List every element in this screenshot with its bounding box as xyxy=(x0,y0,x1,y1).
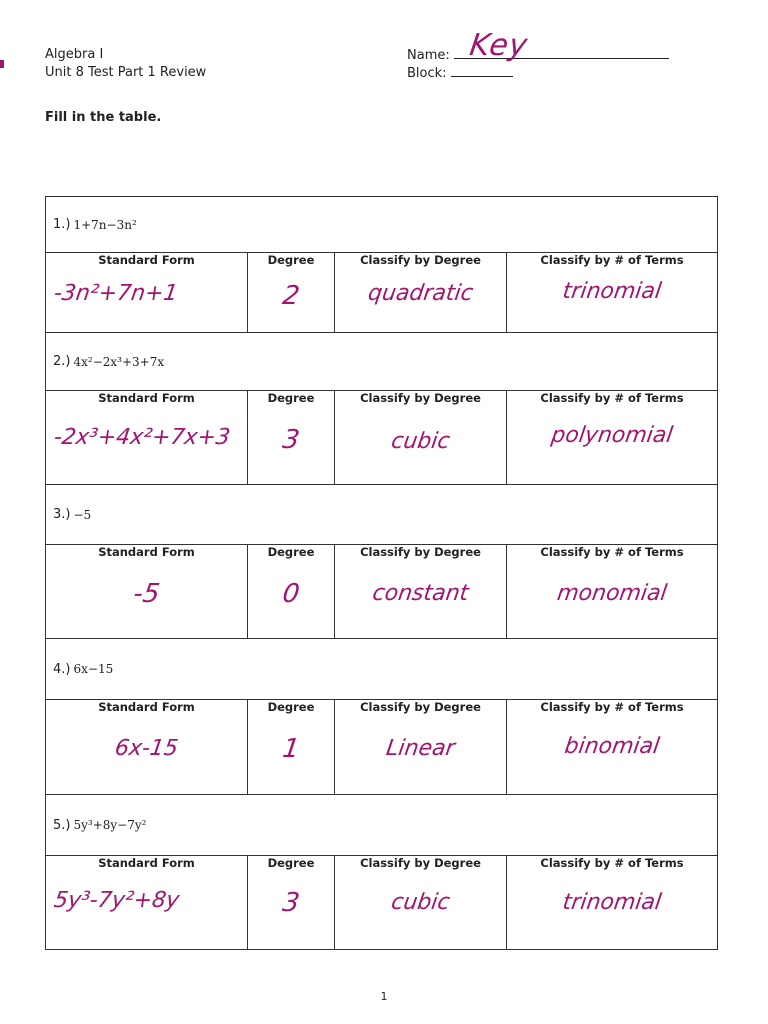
answer-row xyxy=(46,856,717,949)
classify-degree-answer: cubic xyxy=(389,890,452,915)
problem-expression: −5 xyxy=(73,507,92,522)
col-header-standard-form: Standard Form xyxy=(98,856,195,870)
classify-terms-answer: polynomial xyxy=(549,423,675,448)
problem-prompt xyxy=(46,639,717,700)
problem-expression: 4x²−2x³+3+7x xyxy=(73,354,165,369)
handwritten-name: Key xyxy=(467,28,531,63)
classify-degree-cell xyxy=(335,253,507,332)
classify-degree-cell xyxy=(335,545,507,638)
col-header-degree: Degree xyxy=(267,253,315,267)
degree-answer: 3 xyxy=(280,888,302,918)
answer-row xyxy=(46,700,717,795)
col-header-standard-form: Standard Form xyxy=(98,700,195,714)
degree-cell xyxy=(248,545,335,638)
col-header-degree: Degree xyxy=(267,856,315,870)
problem-expression: 1+7n−3n² xyxy=(73,217,137,232)
col-header-standard-form: Standard Form xyxy=(98,391,195,405)
classify-terms-cell xyxy=(507,545,717,638)
col-header-classify-degree: Classify by Degree xyxy=(360,856,481,870)
standard-form-cell xyxy=(46,253,248,332)
standard-form-cell xyxy=(46,391,248,484)
col-header-degree: Degree xyxy=(267,700,315,714)
col-header-standard-form: Standard Form xyxy=(98,545,195,559)
standard-form-answer: 5y³-7y²+8y xyxy=(52,888,181,913)
degree-cell xyxy=(248,856,335,949)
classify-degree-cell xyxy=(335,856,507,949)
standard-form-cell xyxy=(46,856,248,949)
classify-degree-answer: Linear xyxy=(384,736,457,761)
problem-number: 2.) xyxy=(53,354,71,369)
col-header-classify-terms: Classify by # of Terms xyxy=(540,856,684,870)
block-blank-line xyxy=(451,64,513,77)
standard-form-cell xyxy=(46,545,248,638)
col-header-classify-degree: Classify by Degree xyxy=(360,391,481,405)
margin-pen-mark xyxy=(0,60,4,68)
degree-answer: 2 xyxy=(280,281,302,311)
problem-prompt xyxy=(46,795,717,856)
standard-form-cell xyxy=(46,700,248,794)
problem-number: 5.) xyxy=(53,817,71,833)
classify-terms-answer: monomial xyxy=(555,581,669,606)
classify-degree-answer: constant xyxy=(370,581,471,606)
col-header-classify-terms: Classify by # of Terms xyxy=(540,391,684,405)
col-header-classify-degree: Classify by Degree xyxy=(360,700,481,714)
answer-row xyxy=(46,253,717,333)
problem-prompt xyxy=(46,333,717,391)
name-label: Name: xyxy=(407,48,450,63)
col-header-degree: Degree xyxy=(267,545,315,559)
col-header-classify-degree: Classify by Degree xyxy=(360,253,481,267)
degree-cell xyxy=(248,391,335,484)
degree-answer: 0 xyxy=(280,579,302,609)
classify-terms-answer: trinomial xyxy=(561,890,663,915)
col-header-classify-terms: Classify by # of Terms xyxy=(540,253,684,267)
unit-title: Unit 8 Test Part 1 Review xyxy=(45,65,207,80)
classify-terms-cell xyxy=(507,700,717,794)
instructions: Fill in the table. xyxy=(45,110,162,125)
problem-expression: 6x−15 xyxy=(73,662,114,676)
col-header-classify-terms: Classify by # of Terms xyxy=(540,545,684,559)
col-header-classify-degree: Classify by Degree xyxy=(360,545,481,559)
degree-cell xyxy=(248,253,335,332)
classify-terms-cell xyxy=(507,391,717,484)
classify-degree-cell xyxy=(335,700,507,794)
block-field xyxy=(407,64,513,83)
problem-prompt xyxy=(46,197,717,253)
classify-degree-answer: cubic xyxy=(389,429,452,454)
col-header-standard-form: Standard Form xyxy=(98,253,195,267)
problem-number: 4.) xyxy=(53,661,71,677)
problem-expression: 5y³+8y−7y² xyxy=(73,818,147,832)
classify-terms-cell xyxy=(507,856,717,949)
degree-cell xyxy=(248,700,335,794)
problem-number: 3.) xyxy=(53,507,71,522)
review-table xyxy=(45,196,718,950)
classify-terms-cell xyxy=(507,253,717,332)
classify-degree-cell xyxy=(335,391,507,484)
degree-answer: 3 xyxy=(280,425,302,455)
answer-row xyxy=(46,391,717,485)
degree-answer: 1 xyxy=(280,734,302,764)
col-header-degree: Degree xyxy=(267,391,315,405)
course-title: Algebra I xyxy=(45,47,104,62)
page-number: 1 xyxy=(380,990,388,1003)
name-field xyxy=(407,46,669,65)
classify-terms-answer: binomial xyxy=(562,734,662,759)
standard-form-answer: -5 xyxy=(131,579,162,609)
block-label: Block: xyxy=(407,66,447,81)
answer-row xyxy=(46,545,717,639)
col-header-classify-terms: Classify by # of Terms xyxy=(540,700,684,714)
standard-form-answer: -3n²+7n+1 xyxy=(52,281,180,306)
classify-degree-answer: quadratic xyxy=(366,281,475,306)
standard-form-answer: 6x-15 xyxy=(113,736,180,761)
problem-prompt xyxy=(46,485,717,545)
standard-form-answer: -2x³+4x²+7x+3 xyxy=(52,425,232,450)
classify-terms-answer: trinomial xyxy=(561,279,663,304)
problem-number: 1.) xyxy=(53,217,71,232)
